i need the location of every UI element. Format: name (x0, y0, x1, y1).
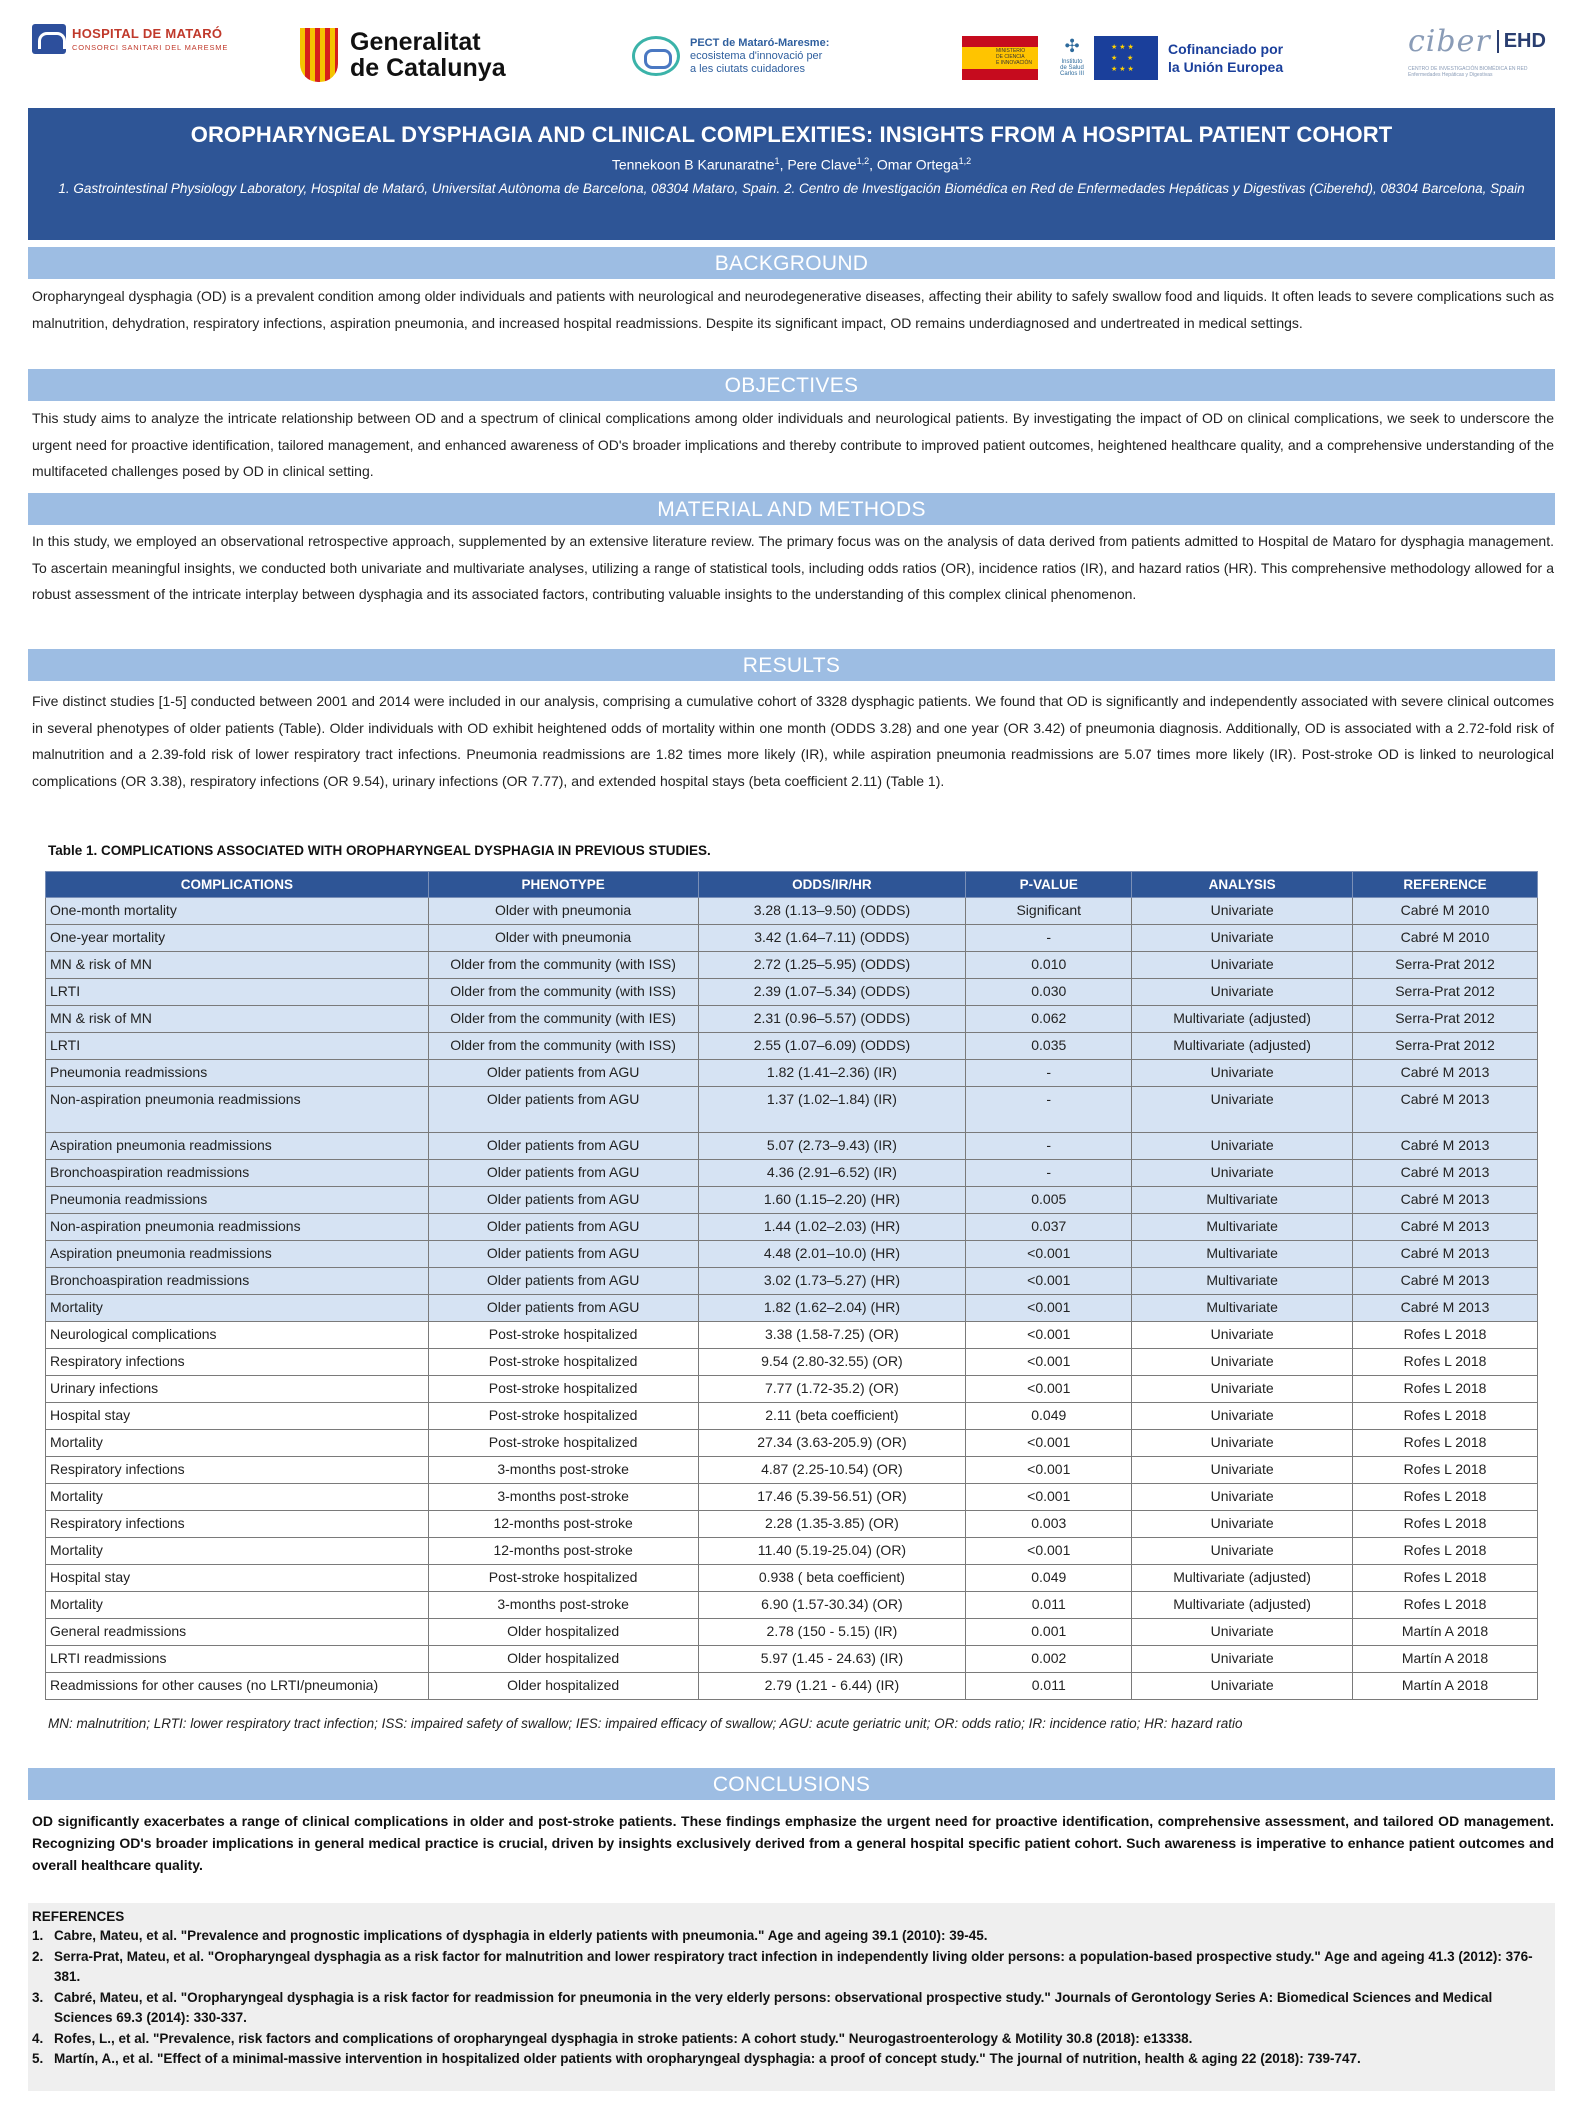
table-cell: 3.02 (1.73–5.27) (HR) (698, 1268, 966, 1295)
table-row (46, 1511, 1538, 1538)
reference-item (32, 2049, 1549, 2070)
complications-table (45, 871, 1538, 1700)
table-cell: - (966, 1160, 1132, 1187)
table-cell: 1.37 (1.02–1.84) (IR) (698, 1087, 966, 1133)
reference-item (32, 1926, 1549, 1947)
column-header: P-VALUE (966, 872, 1132, 898)
table-cell: - (966, 1060, 1132, 1087)
eu-flag-icon (1094, 36, 1158, 80)
table-row (46, 1565, 1538, 1592)
hospital-subtitle: CONSORCI SANITARI DEL MARESME (72, 43, 229, 52)
table-cell: 9.54 (2.80-32.55) (OR) (698, 1349, 966, 1376)
table-cell: Rofes L 2018 (1353, 1322, 1538, 1349)
table-cell: Respiratory infections (46, 1511, 429, 1538)
table-cell: Univariate (1132, 1538, 1353, 1565)
table-cell: Cabré M 2013 (1353, 1214, 1538, 1241)
table-cell: Cabré M 2013 (1353, 1295, 1538, 1322)
table-cell: Older patients from AGU (428, 1214, 698, 1241)
table-cell: Multivariate (1132, 1214, 1353, 1241)
table-cell: Post-stroke hospitalized (428, 1349, 698, 1376)
table-cell: - (966, 1133, 1132, 1160)
table-cell: 0.011 (966, 1673, 1132, 1700)
table-cell: Multivariate (adjusted) (1132, 1592, 1353, 1619)
table-cell: Univariate (1132, 1484, 1353, 1511)
table-cell: 27.34 (3.63-205.9) (OR) (698, 1430, 966, 1457)
table-cell: LRTI readmissions (46, 1646, 429, 1673)
reference-text: Cabré, Mateu, et al. "Oropharyngeal dysphagia is a risk factor for readmission for pneumonia in the very elderly persons: observational prospective study." Journals of Gerontology Series A: Biomedical Sciences and Medical Sciences 69.3 (2014): 330-337. (54, 1989, 1493, 2025)
table-cell: Univariate (1132, 1457, 1353, 1484)
results-heading: RESULTS (28, 649, 1555, 681)
table-row (46, 1268, 1538, 1295)
column-header: REFERENCE (1353, 872, 1538, 898)
table-cell: Martín A 2018 (1353, 1646, 1538, 1673)
table-cell: LRTI (46, 979, 429, 1006)
table-cell: <0.001 (966, 1484, 1132, 1511)
table-cell: 3.42 (1.64–7.11) (ODDS) (698, 925, 966, 952)
table-row (46, 1241, 1538, 1268)
table-cell: Pneumonia readmissions (46, 1060, 429, 1087)
table-cell: Non-aspiration pneumonia readmissions (46, 1214, 429, 1241)
table-row (46, 1619, 1538, 1646)
table-cell: 0.003 (966, 1511, 1132, 1538)
ciber-ehd-logo: ciber EHD CENTRO DE INVESTIGACIÓN BIOMÉDICA EN RED Enfermedades Hepáticas y Digestivas (1408, 24, 1546, 78)
pect-line2: ecosistema d'innovació per (690, 49, 823, 62)
table-footnote: MN: malnutrition; LRTI: lower respiratory tract infection; ISS: impaired safety of swallow; IES: impaired efficacy of swallow; AGU: acute geriatric unit; OR: odds ratio; IR: incidence ratio; HR: hazard ratio (48, 1716, 1243, 1731)
table-cell: <0.001 (966, 1430, 1132, 1457)
table-cell: Cabré M 2013 (1353, 1087, 1538, 1133)
table-cell: Martín A 2018 (1353, 1673, 1538, 1700)
table-cell: LRTI (46, 1033, 429, 1060)
table-row (46, 1484, 1538, 1511)
table-row (46, 1214, 1538, 1241)
table-cell: One-month mortality (46, 898, 429, 925)
table-cell: Older patients from AGU (428, 1060, 698, 1087)
table-cell: Non-aspiration pneumonia readmissions (46, 1087, 429, 1133)
table-cell: 4.48 (2.01–10.0) (HR) (698, 1241, 966, 1268)
author-name: Pere Clave (787, 156, 857, 173)
table-cell: One-year mortality (46, 925, 429, 952)
table-cell: Mortality (46, 1484, 429, 1511)
reference-item (32, 1947, 1549, 1988)
table-cell: 6.90 (1.57-30.34) (OR) (698, 1592, 966, 1619)
table-cell: Pneumonia readmissions (46, 1187, 429, 1214)
table-cell: Multivariate (adjusted) (1132, 1565, 1353, 1592)
logo-bar (0, 0, 1583, 108)
table-cell: 0.005 (966, 1187, 1132, 1214)
table-cell: Rofes L 2018 (1353, 1376, 1538, 1403)
table-row (46, 1187, 1538, 1214)
table-cell: Bronchoaspiration readmissions (46, 1160, 429, 1187)
table-row (46, 1403, 1538, 1430)
table-cell: 2.28 (1.35-3.85) (OR) (698, 1511, 966, 1538)
table-cell: 1.60 (1.15–2.20) (HR) (698, 1187, 966, 1214)
table-cell: 7.77 (1.72-35.2) (OR) (698, 1376, 966, 1403)
table-row (46, 1160, 1538, 1187)
hospital-mataro-logo (32, 24, 228, 54)
table-cell: 0.011 (966, 1592, 1132, 1619)
reference-text: Rofes, L., et al. "Prevalence, risk factors and complications of oropharyngeal dysphagia in stroke patients: A cohort study." Neurogastroenterology & Motility 30.8 (2018): e13338. (54, 2030, 1193, 2046)
table-cell: 4.87 (2.25-10.54) (OR) (698, 1457, 966, 1484)
author-name: Tennekoon B Karunaratne (611, 156, 775, 173)
conclusions-heading: CONCLUSIONS (28, 1768, 1555, 1800)
table-row (46, 1592, 1538, 1619)
table-cell: Aspiration pneumonia readmissions (46, 1133, 429, 1160)
table-cell: Older patients from AGU (428, 1160, 698, 1187)
table-cell: Serra-Prat 2012 (1353, 979, 1538, 1006)
table-cell: Cabré M 2013 (1353, 1187, 1538, 1214)
table-cell: <0.001 (966, 1538, 1132, 1565)
table-cell: Older patients from AGU (428, 1295, 698, 1322)
pect-line3: a les ciutats cuidadores (690, 62, 805, 75)
table-cell: Mortality (46, 1295, 429, 1322)
table-cell: Univariate (1132, 1376, 1353, 1403)
table-cell: MN & risk of MN (46, 1006, 429, 1033)
ciber-wordmark: ciber (1408, 24, 1491, 59)
table-cell: Older from the community (with ISS) (428, 1033, 698, 1060)
table-cell: 0.030 (966, 979, 1132, 1006)
table-cell: Univariate (1132, 1087, 1353, 1133)
table-row (46, 979, 1538, 1006)
author-affiliation-mark: 1,2 (958, 156, 972, 166)
table-cell: Post-stroke hospitalized (428, 1565, 698, 1592)
table-cell: <0.001 (966, 1349, 1132, 1376)
table-cell: Rofes L 2018 (1353, 1457, 1538, 1484)
table-cell: 12-months post-stroke (428, 1511, 698, 1538)
table-cell: 3-months post-stroke (428, 1592, 698, 1619)
spain-ministry-flag-icon: MINISTERIO DE CIENCIA E INNOVACIÓN (962, 36, 1038, 80)
reference-item (32, 1988, 1549, 2029)
table-header-row (46, 872, 1538, 898)
background-heading: BACKGROUND (28, 247, 1555, 279)
table-cell: Rofes L 2018 (1353, 1430, 1538, 1457)
table-cell: 2.55 (1.07–6.09) (ODDS) (698, 1033, 966, 1060)
table-cell: <0.001 (966, 1295, 1132, 1322)
table-cell: Rofes L 2018 (1353, 1511, 1538, 1538)
table-cell: 1.44 (1.02–2.03) (HR) (698, 1214, 966, 1241)
table-cell: Univariate (1132, 1673, 1353, 1700)
reference-text: Serra-Prat, Mateu, et al. "Oropharyngeal dysphagia as a risk factor for malnutrition and lower respiratory tract infection in independently living older persons: a population-based prospective study." Age and ageing 41.3 (2012): 376-381. (54, 1948, 1533, 1984)
author-affiliation-mark: 1 (774, 156, 780, 166)
table-cell: Mortality (46, 1430, 429, 1457)
table-cell: Bronchoaspiration readmissions (46, 1268, 429, 1295)
poster-title: OROPHARYNGEAL DYSPHAGIA AND CLINICAL COMPLEXITIES: INSIGHTS FROM A HOSPITAL PATIENT COHORT (190, 122, 1393, 147)
table-cell: Hospital stay (46, 1403, 429, 1430)
table-row (46, 1457, 1538, 1484)
poster-header (28, 108, 1555, 240)
reference-text: Cabre, Mateu, et al. "Prevalence and prognostic implications of dysphagia in elderly patients with pneumonia." Age and ageing 39.1 (2010): 39-45. (54, 1928, 988, 1943)
table-cell: Univariate (1132, 952, 1353, 979)
table-cell: Serra-Prat 2012 (1353, 952, 1538, 979)
reference-number: 1. (32, 1928, 44, 1943)
table-cell: Older from the community (with ISS) (428, 979, 698, 1006)
table-cell: Rofes L 2018 (1353, 1484, 1538, 1511)
column-header: COMPLICATIONS (46, 872, 429, 898)
table-cell: Older patients from AGU (428, 1187, 698, 1214)
table-cell: Cabré M 2010 (1353, 925, 1538, 952)
table-cell: Univariate (1132, 898, 1353, 925)
results-text: Five distinct studies [1-5] conducted between 2001 and 2014 were included in our analysis, comprising a cumulative cohort of 3328 dysphagic patients. We found that OD is significantly and independently associated with severe clinical outcomes in several phenotypes of older patients (Table). Older individuals with OD exhibit heightened odds of mortality within one month (ODDS 3.28) and one year (OR 3.42) of pneumonia diagnosis. Additionally, OD is associated with a 2.72-fold risk of malnutrition and a 2.39-fold risk of lower respiratory tract infections. Pneumonia readmissions are 1.82 times more likely (IR), while aspiration pneumonia readmissions are 5.07 times more likely (IR). Post-stroke OD is linked to neurological complications (OR 3.38), respiratory infections (OR 9.54), urinary infections (OR 7.77), and extended hospital stays (beta coefficient 2.11) (Table 1). (32, 693, 1554, 789)
table-cell: 2.79 (1.21 - 6.44) (IR) (698, 1673, 966, 1700)
table-cell: <0.001 (966, 1376, 1132, 1403)
references-heading: REFERENCES (32, 1909, 125, 1924)
table-cell: Urinary infections (46, 1376, 429, 1403)
table-cell: 5.97 (1.45 - 24.63) (IR) (698, 1646, 966, 1673)
table-cell: Post-stroke hospitalized (428, 1430, 698, 1457)
table-cell: 3-months post-stroke (428, 1484, 698, 1511)
table-cell: 2.78 (150 - 5.15) (IR) (698, 1619, 966, 1646)
table-cell: 0.049 (966, 1565, 1132, 1592)
table-row (46, 898, 1538, 925)
table-cell: Older hospitalized (428, 1646, 698, 1673)
table-cell: Univariate (1132, 979, 1353, 1006)
table-cell: Older patients from AGU (428, 1087, 698, 1133)
table-cell: Older from the community (with ISS) (428, 952, 698, 979)
table-cell: General readmissions (46, 1619, 429, 1646)
methods-heading: MATERIAL AND METHODS (28, 493, 1555, 525)
generalitat-logo (300, 28, 506, 82)
table-cell: 0.010 (966, 952, 1132, 979)
column-header: PHENOTYPE (428, 872, 698, 898)
table-cell: <0.001 (966, 1457, 1132, 1484)
table-cell: Older hospitalized (428, 1673, 698, 1700)
table-cell: 2.31 (0.96–5.57) (ODDS) (698, 1006, 966, 1033)
table-cell: 5.07 (2.73–9.43) (IR) (698, 1133, 966, 1160)
author-affiliation-mark: 1,2 (856, 156, 870, 166)
affiliations: 1. Gastrointestinal Physiology Laboratory, Hospital de Mataró, Universitat Autònoma de Barcelona, 08304 Mataro, Spain. 2. Centro de Investigación Biomédica en Red de Enfermedades Hepáticas y Digestivas (Ciberehd), 08304 Barcelona, Spain (58, 180, 1525, 196)
ciber-ehd-wordmark: EHD (1497, 30, 1546, 53)
table-cell: Older from the community (with IES) (428, 1006, 698, 1033)
table-cell: 1.82 (1.62–2.04) (HR) (698, 1295, 966, 1322)
table-cell: Older patients from AGU (428, 1241, 698, 1268)
table-row (46, 1060, 1538, 1087)
table-cell: 12-months post-stroke (428, 1538, 698, 1565)
table-cell: Serra-Prat 2012 (1353, 1006, 1538, 1033)
pect-line1: PECT de Mataró-Maresme: (690, 36, 830, 49)
eu-line1: Cofinanciado por (1168, 41, 1284, 57)
table-cell: Readmissions for other causes (no LRTI/pneumonia) (46, 1673, 429, 1700)
table-cell: Univariate (1132, 1430, 1353, 1457)
table-cell: 11.40 (5.19-25.04) (OR) (698, 1538, 966, 1565)
background-text: Oropharyngeal dysphagia (OD) is a prevalent condition among older individuals and patients with neurological and neurodegenerative diseases, affecting their ability to safely swallow food and liquids. It often leads to severe complications such as malnutrition, dehydration, respiratory infections, aspiration pneumonia, and increased hospital readmissions. Despite its significant impact, OD remains underdiagnosed and undertreated in medical settings. (32, 288, 1554, 331)
table-cell: Rofes L 2018 (1353, 1403, 1538, 1430)
table-cell: 1.82 (1.41–2.36) (IR) (698, 1060, 966, 1087)
table-cell: Older patients from AGU (428, 1268, 698, 1295)
methods-text: In this study, we employed an observational retrospective approach, supplemented by an extensive literature review. The primary focus was on the analysis of data derived from patients admitted to Hospital de Mataro for dysphagia management. To ascertain meaningful insights, we conducted both univariate and multivariate analyses, utilizing a range of statistical tools, including odds ratios (OR), incidence ratios (IR), and hazard ratios (HR). This comprehensive methodology allowed for a robust assessment of the intricate interplay between dysphagia and its associated factors, contributing valuable insights to the understanding of this complex clinical phenomenon. (32, 533, 1554, 602)
table-cell: 3.38 (1.58-7.25) (OR) (698, 1322, 966, 1349)
table-cell: Multivariate (1132, 1295, 1353, 1322)
table-cell: Univariate (1132, 1060, 1353, 1087)
table-cell: Mortality (46, 1538, 429, 1565)
references-box (28, 1903, 1555, 2091)
table-row (46, 1133, 1538, 1160)
objectives-heading: OBJECTIVES (28, 369, 1555, 401)
table-cell: Older hospitalized (428, 1619, 698, 1646)
table-cell: 0.049 (966, 1403, 1132, 1430)
table-cell: 3-months post-stroke (428, 1457, 698, 1484)
reference-text: Martín, A., et al. "Effect of a minimal-massive intervention in hospitalized older patients with oropharyngeal dysphagia: a proof of concept study." The journal of nutrition, health & aging 22 (2018): 739-747. (54, 2051, 1361, 2066)
table-cell: Hospital stay (46, 1565, 429, 1592)
table-cell: Univariate (1132, 1133, 1353, 1160)
reference-number: 2. (32, 1948, 44, 1964)
table-cell: Older with pneumonia (428, 898, 698, 925)
catalan-flag-icon (300, 28, 338, 82)
table-cell: 0.938 ( beta coefficient) (698, 1565, 966, 1592)
table-row (46, 1322, 1538, 1349)
table-cell: Univariate (1132, 1349, 1353, 1376)
table-cell: Rofes L 2018 (1353, 1349, 1538, 1376)
table-cell: Cabré M 2013 (1353, 1160, 1538, 1187)
table-cell: Post-stroke hospitalized (428, 1322, 698, 1349)
table-cell: Cabré M 2013 (1353, 1268, 1538, 1295)
table-row (46, 1376, 1538, 1403)
pect-logo (632, 36, 829, 76)
table-cell: Respiratory infections (46, 1457, 429, 1484)
table-cell: Mortality (46, 1592, 429, 1619)
generalitat-line1: Generalitat (350, 28, 481, 56)
table-cell: <0.001 (966, 1268, 1132, 1295)
table-cell: Post-stroke hospitalized (428, 1376, 698, 1403)
reference-number: 3. (32, 1989, 44, 2005)
table-cell: 3.28 (1.13–9.50) (ODDS) (698, 898, 966, 925)
table-cell: 17.46 (5.39-56.51) (OR) (698, 1484, 966, 1511)
table-cell: Cabré M 2010 (1353, 898, 1538, 925)
table-cell: Multivariate (1132, 1268, 1353, 1295)
table-cell: 0.035 (966, 1033, 1132, 1060)
table-cell: 2.72 (1.25–5.95) (ODDS) (698, 952, 966, 979)
table-cell: Post-stroke hospitalized (428, 1403, 698, 1430)
table-cell: 4.36 (2.91–6.52) (IR) (698, 1160, 966, 1187)
table-cell: Cabré M 2013 (1353, 1133, 1538, 1160)
table-cell: Univariate (1132, 1646, 1353, 1673)
table-cell: Respiratory infections (46, 1349, 429, 1376)
table-cell: Univariate (1132, 925, 1353, 952)
author-list: Tennekoon B Karunaratne$^1$, Pere Clave$^{1,2}$, Omar Ortega$^{1,2}$ (611, 156, 972, 173)
table-cell: Multivariate (adjusted) (1132, 1006, 1353, 1033)
table-cell: Rofes L 2018 (1353, 1592, 1538, 1619)
reference-item (32, 2029, 1549, 2050)
ministerio-logo (962, 36, 1092, 80)
table-cell: 0.062 (966, 1006, 1132, 1033)
table-cell: Serra-Prat 2012 (1353, 1033, 1538, 1060)
table-row (46, 1646, 1538, 1673)
table-cell: 2.39 (1.07–5.34) (ODDS) (698, 979, 966, 1006)
hospital-mataro-mark-icon (32, 24, 66, 54)
table-row (46, 1349, 1538, 1376)
table-cell: - (966, 1087, 1132, 1133)
table-cell: Univariate (1132, 1322, 1353, 1349)
table-cell: Multivariate (adjusted) (1132, 1033, 1353, 1060)
table-cell: 0.001 (966, 1619, 1132, 1646)
table-row (46, 1087, 1538, 1133)
table-cell: Cabré M 2013 (1353, 1241, 1538, 1268)
table-cell: 2.11 (beta coefficient) (698, 1403, 966, 1430)
objectives-text: This study aims to analyze the intricate relationship between OD and a spectrum of clinical complications among older individuals and neurological patients. By investigating the impact of OD on clinical complications, we seek to underscore the urgent need for proactive identification, tailored management, and enhanced awareness of OD's broader implications and thereby contribute to improved patient outcomes, heightened healthcare quality, and a comprehensive understanding of the multifaceted challenges posed by OD in clinical setting. (32, 410, 1554, 479)
table-cell: <0.001 (966, 1322, 1132, 1349)
table-caption: Table 1. COMPLICATIONS ASSOCIATED WITH OROPHARYNGEAL DYSPHAGIA IN PREVIOUS STUDIES. (48, 843, 711, 858)
table-cell: MN & risk of MN (46, 952, 429, 979)
conclusions-text: OD significantly exacerbates a range of clinical complications in older and post-stroke patients. These findings emphasize the urgent need for proactive identification, comprehensive assessment, and tailored OD management. Recognizing OD's broader implications in general medical practice is crucial, driven by insights exclusively derived from a general hospital specific patient cohort. Such awareness is imperative to enhance patient outcomes and overall healthcare quality. (32, 1813, 1554, 1873)
hospital-name: HOSPITAL DE MATARÓ (72, 26, 223, 41)
table-cell: Univariate (1132, 1511, 1353, 1538)
table-cell: Univariate (1132, 1403, 1353, 1430)
table-row (46, 1538, 1538, 1565)
table-cell: Neurological complications (46, 1322, 429, 1349)
table-row (46, 952, 1538, 979)
table-cell: Cabré M 2013 (1353, 1060, 1538, 1087)
table-row (46, 925, 1538, 952)
table-cell: Multivariate (1132, 1241, 1353, 1268)
column-header: ODDS/IR/HR (698, 872, 966, 898)
table-cell: Older patients from AGU (428, 1133, 698, 1160)
table-row (46, 1033, 1538, 1060)
table-cell: Rofes L 2018 (1353, 1565, 1538, 1592)
table-cell: Significant (966, 898, 1132, 925)
table-row (46, 1006, 1538, 1033)
references-list (32, 1926, 1549, 2070)
column-header: ANALYSIS (1132, 872, 1353, 898)
eu-logo (1094, 36, 1283, 80)
eu-line2: la Unión Europea (1168, 59, 1284, 75)
hands-icon (632, 36, 680, 76)
author-name: Omar Ortega (876, 156, 959, 173)
table-cell: Older with pneumonia (428, 925, 698, 952)
table-cell: 0.002 (966, 1646, 1132, 1673)
table-cell: - (966, 925, 1132, 952)
table-row (46, 1673, 1538, 1700)
table-row (46, 1295, 1538, 1322)
table-cell: Univariate (1132, 1160, 1353, 1187)
table-cell: Univariate (1132, 1619, 1353, 1646)
table-cell: <0.001 (966, 1241, 1132, 1268)
reference-number: 4. (32, 2030, 44, 2046)
table-cell: Multivariate (1132, 1187, 1353, 1214)
reference-number: 5. (32, 2051, 44, 2066)
generalitat-line2: de Catalunya (350, 54, 506, 82)
table-cell: 0.037 (966, 1214, 1132, 1241)
table-cell: Aspiration pneumonia readmissions (46, 1241, 429, 1268)
table-row (46, 1430, 1538, 1457)
table-cell: Martín A 2018 (1353, 1619, 1538, 1646)
table-cell: Rofes L 2018 (1353, 1538, 1538, 1565)
isciii-icon: ✣ Instituto de Salud Carlos III (1059, 36, 1084, 77)
